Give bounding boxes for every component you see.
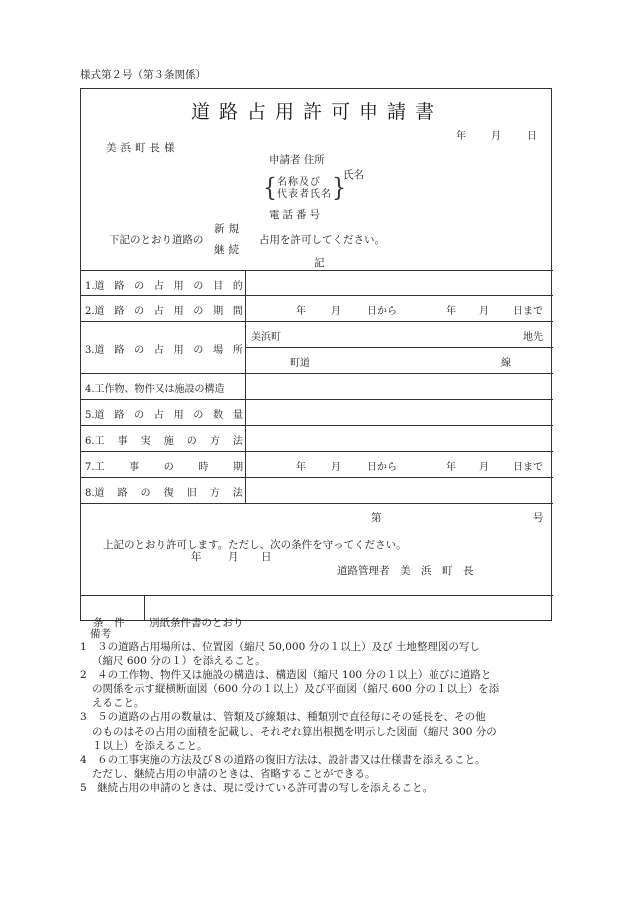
date-month: 月	[491, 131, 501, 142]
representative-label	[263, 174, 346, 203]
location-road: 町道	[290, 358, 310, 369]
permit-month: 月	[228, 551, 239, 563]
applicant-name-label: 氏名	[343, 169, 364, 181]
timing-from-day: 日から	[367, 462, 397, 473]
right-bracket: }	[332, 174, 346, 203]
row-divider	[81, 373, 553, 374]
row-divider	[81, 425, 553, 426]
form-number: 様式第２号（第３条関係）	[80, 69, 206, 81]
timing-from-month: 月	[331, 462, 341, 473]
row-structure-label: 4.工作物、物件又は施設の構造	[85, 384, 225, 395]
row-divider	[81, 295, 553, 296]
timing-to-day: 日まで	[513, 462, 543, 473]
timing-from-year: 年	[296, 462, 306, 473]
note-line: 3 ５の道路の占用の数量は、管類及び線類は、種類別で直径毎にその延長を、その他	[80, 711, 486, 724]
permit-number-suffix: 号	[533, 512, 544, 524]
row-quantity-label: 5.道 路 の 占 用 の 数 量	[85, 410, 243, 421]
location-sub-divider	[246, 347, 553, 348]
period-from-month: 月	[331, 306, 341, 317]
row-divider	[81, 399, 553, 400]
note-line: のものはその占用の面積を記載し、それぞれ算出根拠を明示した図面（縮尺 300 分の	[92, 725, 497, 738]
rep-line-1: 名称及び	[277, 177, 321, 188]
note-line: 5 継続占用の申請のときは、現に受けている許可書の写しを添えること。	[80, 781, 434, 794]
timing-to-year: 年	[446, 462, 456, 473]
note-line: 4 ６の工事実施の方法及び８の道路の復旧方法は、設計書又は仕様書を添えること。	[80, 753, 486, 766]
permit-statement: 上記のとおり許可します。ただし、次の条件を守ってください。	[103, 539, 407, 551]
location-line: 線	[501, 358, 511, 369]
conditions-label: 条 件	[93, 617, 125, 629]
permit-day: 日	[261, 551, 272, 563]
row-purpose-label: 1.道 路 の 占 用 の 目 的	[85, 281, 243, 292]
conditions-divider	[81, 595, 553, 596]
left-bracket: {	[263, 174, 277, 203]
date-day: 日	[527, 131, 537, 142]
period-to-month: 月	[479, 306, 489, 317]
row-restoration-label: 8.道 路 の 復 旧 方 法	[85, 488, 243, 499]
note-line: 2 ４の工作物、物件又は施設の構造は、構造図（縮尺 100 分の１以上）並びに道路と	[80, 669, 492, 682]
application-form	[80, 88, 552, 629]
column-divider	[245, 270, 246, 503]
row-divider	[81, 321, 553, 322]
form-title: 道路占用許可申請書	[190, 101, 443, 123]
location-chisaki: 地先	[523, 332, 543, 343]
rep-line-2: 代表者氏名	[277, 189, 332, 200]
conditions-column-divider	[144, 595, 145, 621]
conditions-value: 別紙条件書のとおり	[149, 617, 244, 629]
applicant-address-label: 申請者 住所	[269, 154, 325, 166]
option-new: 新規	[214, 223, 243, 235]
road-manager: 道路管理者 美 浜 町 長	[337, 565, 474, 577]
period-from-day: 日から	[367, 306, 397, 317]
period-from-year: 年	[296, 306, 306, 317]
note-line: （縮尺 600 分の１）を添えること。	[92, 655, 266, 668]
ki-mark: 記	[314, 257, 325, 269]
period-to-year: 年	[446, 306, 456, 317]
phone-label: 電話番号	[269, 209, 323, 221]
row-method-label: 6.工 事 実 施 の 方 法	[85, 436, 243, 447]
location-town: 美浜町	[251, 332, 281, 343]
note-line: １以上）を添えること。	[92, 739, 208, 752]
permit-year: 年	[191, 551, 202, 563]
option-continue: 継続	[214, 244, 243, 256]
period-to-day: 日まで	[513, 306, 543, 317]
note-line: の関係を示す縦横断面図（600 分の１以上）及び平面図（縮尺 600 分の１以上）を添	[92, 683, 500, 696]
notes-heading: 備考	[90, 628, 111, 640]
note-line: えること。	[92, 697, 145, 710]
date-year: 年	[456, 131, 466, 142]
row-period-label: 2.道 路 の 占 用 の 期 間	[85, 306, 243, 317]
row-timing-label: 7.工 事 の 時 期	[85, 462, 243, 473]
row-divider	[81, 451, 553, 452]
timing-to-month: 月	[479, 462, 489, 473]
table-bottom-border	[81, 503, 553, 504]
notes-list	[80, 640, 560, 795]
addressee: 美浜町長様	[106, 142, 179, 154]
note-line: ただし、継続占用の申請のときは、省略することができる。	[92, 767, 376, 780]
row-divider	[81, 477, 553, 478]
request-suffix: 占用を許可してください。	[259, 234, 385, 246]
table-top-border	[81, 270, 553, 271]
permit-number-prefix: 第	[371, 512, 382, 524]
row-location-label: 3.道 路 の 占 用 の 場 所	[85, 345, 243, 356]
request-prefix: 下記のとおり道路の	[109, 234, 204, 246]
note-line: 1 ３の道路占用場所は、位置図（縮尺 50,000 分の１以上）及び 土地整理図の写し	[80, 641, 480, 653]
